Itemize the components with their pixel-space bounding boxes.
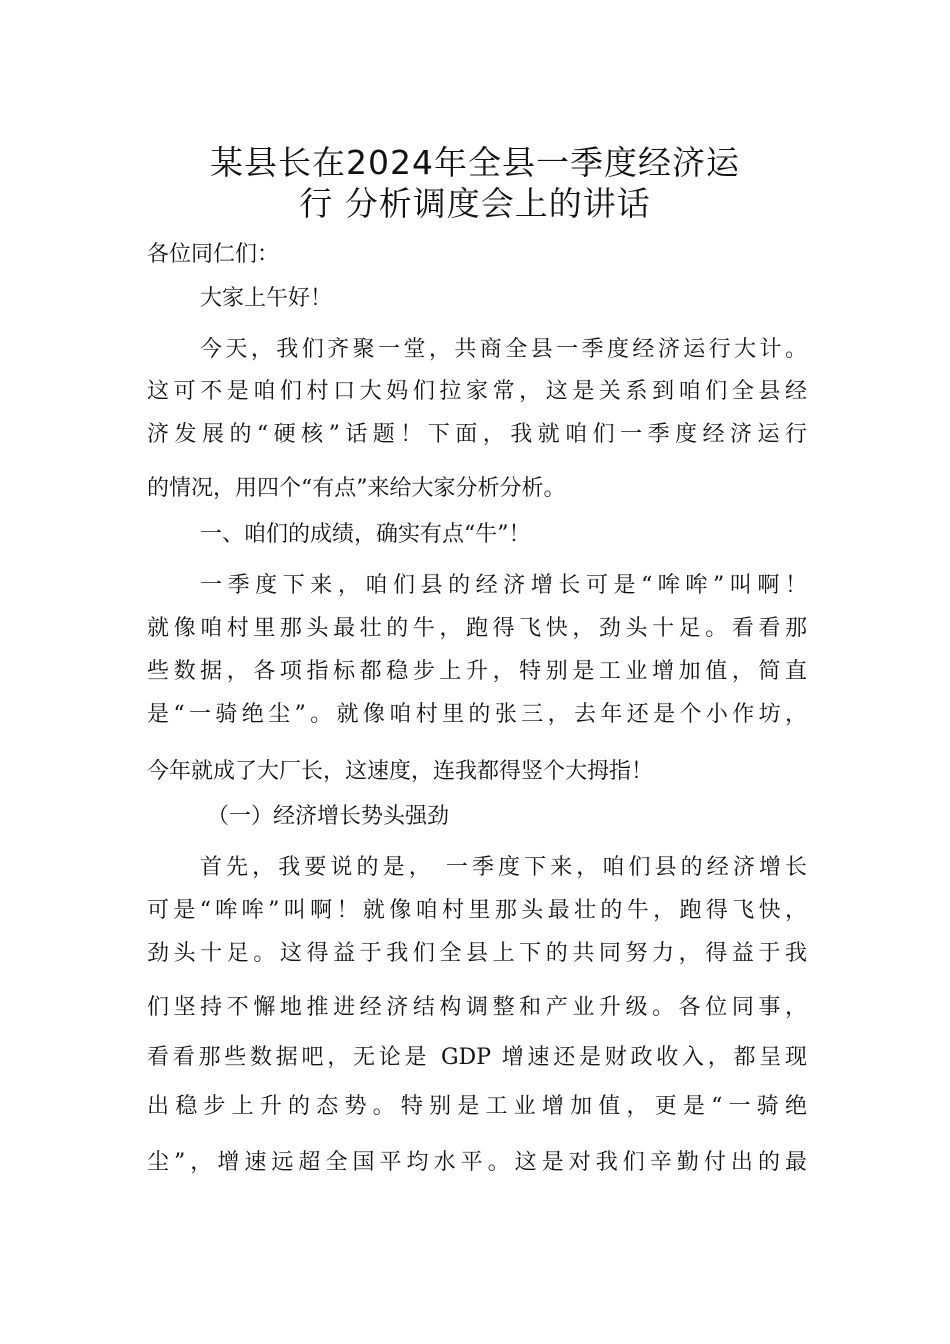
paragraph-line: 今天，我们齐聚一堂，共商全县一季度经济运行大计。 — [200, 337, 807, 362]
paragraph-line: 尘”，增速远超全国平均水平。这是对我们辛勤付出的最 — [147, 1150, 807, 1175]
paragraph-line: 的情况，用四个“有点”来给大家分析分析。 — [147, 476, 566, 501]
paragraph-line: 出稳步上升的态势。特别是工业增加值，更是“一骑绝 — [147, 1094, 807, 1119]
paragraph-line: 可是“哞哞”叫啊！就像咱村里那头最壮的牛，跑得飞快， — [147, 898, 807, 923]
paragraph-line: 些数据，各项指标都稳步上升，特别是工业增加值，简直 — [147, 659, 807, 684]
paragraph-line: 们坚持不懈地推进经济结构调整和产业升级。各位同事， — [147, 995, 807, 1020]
paragraph-line: 是“一骑绝尘”。就像咱村里的张三，去年还是个小作坊， — [147, 702, 807, 727]
document-title-line-2: 行 分析调度会上的讲话 — [299, 184, 651, 223]
paragraph-line: 看看那些数据吧，无论是 GDP 增速还是财政收入，都呈现 — [147, 1045, 807, 1070]
paragraph-line: 一季度下来，咱们县的经济增长可是“哞哞”叫啊！ — [200, 573, 807, 598]
paragraph-line: 就像咱村里那头最壮的牛，跑得飞快，劲头十足。看看那 — [147, 616, 807, 641]
paragraph-line: 济发展的“硬核”话题！下面，我就咱们一季度经济运行 — [147, 422, 807, 447]
document-title-line-1: 某县长在2024年全县一季度经济运 — [210, 143, 740, 182]
salutation: 各位同仁们： — [147, 242, 280, 267]
section-heading: 一、咱们的成绩，确实有点“牛”！ — [200, 522, 531, 547]
paragraph-line: 首先，我要说的是， 一季度下来，咱们县的经济增长 — [200, 855, 807, 880]
subsection-heading: （一）经济增长势头强劲 — [207, 804, 450, 829]
greeting: 大家上午好！ — [200, 286, 333, 311]
paragraph-line: 劲头十足。这得益于我们全县上下的共同努力，得益于我 — [147, 941, 807, 966]
paragraph-line: 今年就成了大厂长，这速度，连我都得竖个大拇指！ — [147, 759, 654, 784]
paragraph-line: 这可不是咱们村口大妈们拉家常，这是关系到咱们全县经 — [147, 379, 807, 404]
